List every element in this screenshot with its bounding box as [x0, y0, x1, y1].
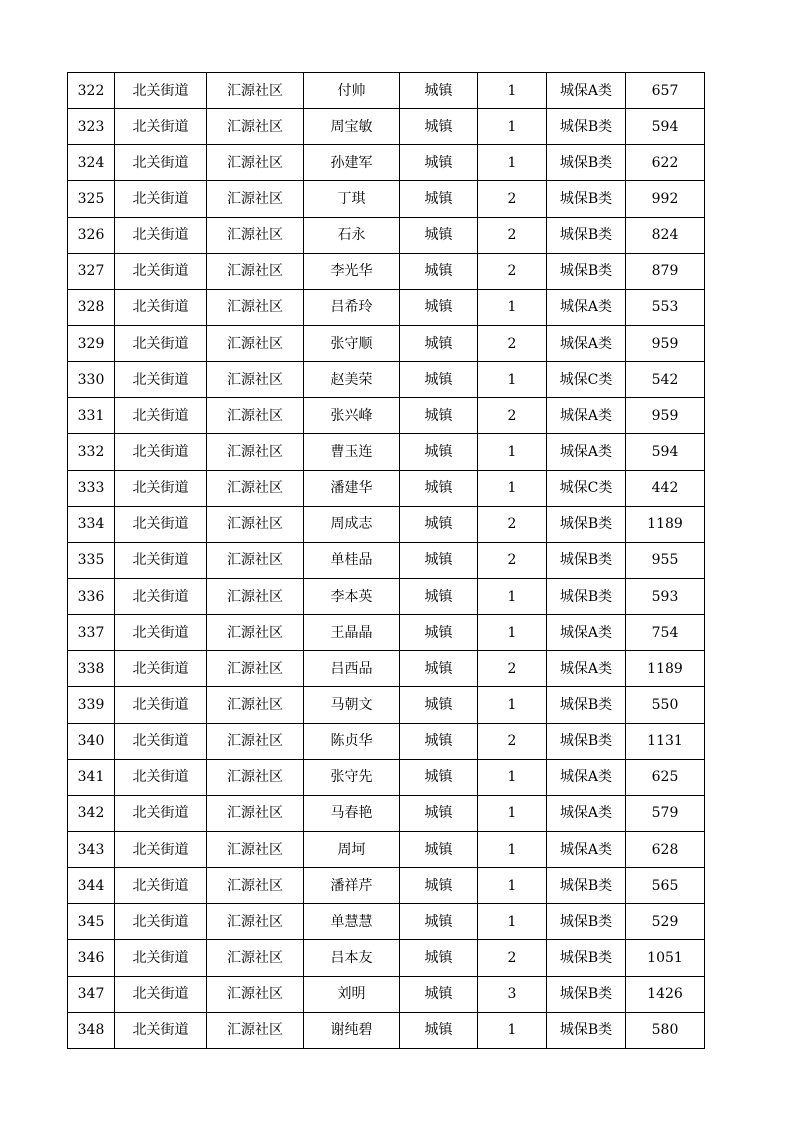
cell-household-size: 1: [478, 759, 547, 795]
cell-community: 汇源社区: [207, 109, 304, 145]
cell-amount: 565: [626, 868, 705, 904]
cell-category: 城保B类: [547, 217, 626, 253]
cell-community: 汇源社区: [207, 651, 304, 687]
table-row: [68, 795, 705, 831]
table-row: [68, 325, 705, 361]
cell-household-size: 1: [478, 289, 547, 325]
cell-household-size: 2: [478, 398, 547, 434]
cell-name: 吕希玲: [304, 289, 400, 325]
cell-community: 汇源社区: [207, 506, 304, 542]
cell-street: 北关街道: [115, 434, 207, 470]
cell-name: 周坷: [304, 831, 400, 867]
cell-name: 谢纯碧: [304, 1012, 400, 1048]
cell-amount: 754: [626, 615, 705, 651]
cell-area-type: 城镇: [400, 687, 478, 723]
cell-street: 北关街道: [115, 1012, 207, 1048]
cell-name: 张兴峰: [304, 398, 400, 434]
cell-amount: 550: [626, 687, 705, 723]
table-row: [68, 904, 705, 940]
cell-name: 张守顺: [304, 325, 400, 361]
cell-community: 汇源社区: [207, 217, 304, 253]
cell-category: 城保A类: [547, 651, 626, 687]
cell-area-type: 城镇: [400, 181, 478, 217]
cell-category: 城保B类: [547, 976, 626, 1012]
cell-household-size: 1: [478, 1012, 547, 1048]
cell-street: 北关街道: [115, 651, 207, 687]
cell-serial-number: 322: [68, 73, 115, 109]
cell-community: 汇源社区: [207, 615, 304, 651]
cell-serial-number: 344: [68, 868, 115, 904]
cell-serial-number: 340: [68, 723, 115, 759]
table-row: [68, 976, 705, 1012]
cell-area-type: 城镇: [400, 470, 478, 506]
cell-area-type: 城镇: [400, 940, 478, 976]
cell-name: 曹玉连: [304, 434, 400, 470]
cell-street: 北关街道: [115, 940, 207, 976]
cell-street: 北关街道: [115, 470, 207, 506]
cell-name: 吕本友: [304, 940, 400, 976]
cell-street: 北关街道: [115, 759, 207, 795]
cell-amount: 580: [626, 1012, 705, 1048]
cell-community: 汇源社区: [207, 289, 304, 325]
cell-street: 北关街道: [115, 723, 207, 759]
cell-area-type: 城镇: [400, 1012, 478, 1048]
cell-household-size: 1: [478, 831, 547, 867]
cell-community: 汇源社区: [207, 723, 304, 759]
cell-amount: 1131: [626, 723, 705, 759]
cell-category: 城保A类: [547, 289, 626, 325]
table-row: [68, 651, 705, 687]
cell-area-type: 城镇: [400, 398, 478, 434]
roster-table: [67, 72, 705, 1049]
cell-serial-number: 328: [68, 289, 115, 325]
table-row: [68, 289, 705, 325]
cell-street: 北关街道: [115, 506, 207, 542]
cell-serial-number: 335: [68, 542, 115, 578]
table-row: [68, 398, 705, 434]
cell-community: 汇源社区: [207, 181, 304, 217]
cell-amount: 992: [626, 181, 705, 217]
cell-category: 城保B类: [547, 868, 626, 904]
cell-amount: 1051: [626, 940, 705, 976]
cell-street: 北关街道: [115, 73, 207, 109]
cell-serial-number: 325: [68, 181, 115, 217]
cell-community: 汇源社区: [207, 362, 304, 398]
cell-household-size: 1: [478, 362, 547, 398]
cell-area-type: 城镇: [400, 217, 478, 253]
cell-name: 王晶晶: [304, 615, 400, 651]
cell-community: 汇源社区: [207, 1012, 304, 1048]
cell-serial-number: 332: [68, 434, 115, 470]
cell-street: 北关街道: [115, 831, 207, 867]
cell-serial-number: 330: [68, 362, 115, 398]
table-row: [68, 687, 705, 723]
cell-community: 汇源社区: [207, 687, 304, 723]
cell-household-size: 3: [478, 976, 547, 1012]
cell-household-size: 1: [478, 434, 547, 470]
cell-serial-number: 342: [68, 795, 115, 831]
cell-amount: 594: [626, 434, 705, 470]
cell-amount: 1189: [626, 506, 705, 542]
cell-amount: 824: [626, 217, 705, 253]
cell-community: 汇源社区: [207, 73, 304, 109]
cell-name: 周宝敏: [304, 109, 400, 145]
cell-serial-number: 347: [68, 976, 115, 1012]
cell-amount: 628: [626, 831, 705, 867]
cell-name: 潘建华: [304, 470, 400, 506]
cell-category: 城保B类: [547, 1012, 626, 1048]
cell-category: 城保C类: [547, 470, 626, 506]
cell-name: 陈贞华: [304, 723, 400, 759]
cell-serial-number: 338: [68, 651, 115, 687]
cell-area-type: 城镇: [400, 976, 478, 1012]
cell-community: 汇源社区: [207, 868, 304, 904]
cell-street: 北关街道: [115, 615, 207, 651]
table-row: [68, 759, 705, 795]
cell-amount: 622: [626, 145, 705, 181]
cell-serial-number: 345: [68, 904, 115, 940]
cell-area-type: 城镇: [400, 145, 478, 181]
cell-area-type: 城镇: [400, 578, 478, 614]
cell-household-size: 2: [478, 940, 547, 976]
cell-amount: 625: [626, 759, 705, 795]
cell-name: 张守先: [304, 759, 400, 795]
cell-area-type: 城镇: [400, 868, 478, 904]
cell-category: 城保C类: [547, 362, 626, 398]
cell-serial-number: 327: [68, 253, 115, 289]
cell-area-type: 城镇: [400, 362, 478, 398]
cell-category: 城保A类: [547, 795, 626, 831]
cell-household-size: 1: [478, 109, 547, 145]
cell-household-size: 1: [478, 470, 547, 506]
cell-category: 城保A类: [547, 398, 626, 434]
cell-amount: 959: [626, 325, 705, 361]
cell-amount: 442: [626, 470, 705, 506]
cell-serial-number: 331: [68, 398, 115, 434]
cell-street: 北关街道: [115, 217, 207, 253]
cell-name: 刘明: [304, 976, 400, 1012]
cell-household-size: 1: [478, 868, 547, 904]
cell-name: 李本英: [304, 578, 400, 614]
document-page: [67, 72, 705, 1049]
table-row: [68, 362, 705, 398]
cell-category: 城保B类: [547, 109, 626, 145]
cell-household-size: 1: [478, 687, 547, 723]
table-row: [68, 1012, 705, 1048]
cell-name: 李光华: [304, 253, 400, 289]
cell-community: 汇源社区: [207, 578, 304, 614]
cell-community: 汇源社区: [207, 325, 304, 361]
cell-serial-number: 336: [68, 578, 115, 614]
cell-category: 城保B类: [547, 940, 626, 976]
cell-area-type: 城镇: [400, 253, 478, 289]
cell-name: 周成志: [304, 506, 400, 542]
table-row: [68, 434, 705, 470]
cell-community: 汇源社区: [207, 470, 304, 506]
cell-street: 北关街道: [115, 362, 207, 398]
cell-amount: 594: [626, 109, 705, 145]
cell-community: 汇源社区: [207, 904, 304, 940]
cell-category: 城保B类: [547, 145, 626, 181]
cell-area-type: 城镇: [400, 289, 478, 325]
table-row: [68, 868, 705, 904]
cell-name: 赵美荣: [304, 362, 400, 398]
cell-area-type: 城镇: [400, 506, 478, 542]
table-row: [68, 253, 705, 289]
cell-category: 城保B类: [547, 181, 626, 217]
table-row: [68, 723, 705, 759]
table-row: [68, 940, 705, 976]
cell-serial-number: 337: [68, 615, 115, 651]
cell-category: 城保B类: [547, 253, 626, 289]
cell-area-type: 城镇: [400, 434, 478, 470]
cell-community: 汇源社区: [207, 940, 304, 976]
cell-serial-number: 329: [68, 325, 115, 361]
table-row: [68, 542, 705, 578]
cell-household-size: 2: [478, 181, 547, 217]
table-row: [68, 145, 705, 181]
cell-name: 马朝文: [304, 687, 400, 723]
cell-amount: 657: [626, 73, 705, 109]
table-row: [68, 181, 705, 217]
cell-serial-number: 333: [68, 470, 115, 506]
cell-household-size: 2: [478, 506, 547, 542]
cell-household-size: 2: [478, 542, 547, 578]
cell-community: 汇源社区: [207, 831, 304, 867]
cell-name: 马春艳: [304, 795, 400, 831]
cell-household-size: 2: [478, 253, 547, 289]
cell-street: 北关街道: [115, 687, 207, 723]
cell-community: 汇源社区: [207, 542, 304, 578]
cell-serial-number: 346: [68, 940, 115, 976]
cell-name: 潘祥芹: [304, 868, 400, 904]
cell-category: 城保B类: [547, 578, 626, 614]
cell-street: 北关街道: [115, 398, 207, 434]
cell-name: 石永: [304, 217, 400, 253]
cell-amount: 1189: [626, 651, 705, 687]
cell-street: 北关街道: [115, 868, 207, 904]
cell-household-size: 1: [478, 145, 547, 181]
cell-community: 汇源社区: [207, 759, 304, 795]
cell-category: 城保A类: [547, 73, 626, 109]
cell-community: 汇源社区: [207, 145, 304, 181]
cell-name: 付帅: [304, 73, 400, 109]
cell-amount: 1426: [626, 976, 705, 1012]
cell-community: 汇源社区: [207, 795, 304, 831]
cell-area-type: 城镇: [400, 795, 478, 831]
table-row: [68, 109, 705, 145]
cell-area-type: 城镇: [400, 904, 478, 940]
cell-name: 单慧慧: [304, 904, 400, 940]
cell-serial-number: 348: [68, 1012, 115, 1048]
table-row: [68, 831, 705, 867]
cell-area-type: 城镇: [400, 109, 478, 145]
cell-category: 城保A类: [547, 831, 626, 867]
cell-area-type: 城镇: [400, 542, 478, 578]
cell-amount: 553: [626, 289, 705, 325]
cell-area-type: 城镇: [400, 723, 478, 759]
cell-street: 北关街道: [115, 109, 207, 145]
cell-serial-number: 324: [68, 145, 115, 181]
cell-household-size: 2: [478, 651, 547, 687]
cell-street: 北关街道: [115, 976, 207, 1012]
cell-category: 城保B类: [547, 904, 626, 940]
table-row: [68, 578, 705, 614]
cell-household-size: 1: [478, 904, 547, 940]
cell-amount: 593: [626, 578, 705, 614]
cell-street: 北关街道: [115, 904, 207, 940]
cell-area-type: 城镇: [400, 759, 478, 795]
table-row: [68, 506, 705, 542]
cell-category: 城保A类: [547, 434, 626, 470]
cell-amount: 955: [626, 542, 705, 578]
cell-household-size: 1: [478, 615, 547, 651]
cell-amount: 959: [626, 398, 705, 434]
cell-name: 孙建军: [304, 145, 400, 181]
cell-household-size: 2: [478, 217, 547, 253]
cell-street: 北关街道: [115, 795, 207, 831]
cell-area-type: 城镇: [400, 325, 478, 361]
cell-household-size: 1: [478, 795, 547, 831]
cell-area-type: 城镇: [400, 831, 478, 867]
cell-serial-number: 341: [68, 759, 115, 795]
cell-category: 城保B类: [547, 542, 626, 578]
cell-household-size: 2: [478, 325, 547, 361]
cell-household-size: 1: [478, 578, 547, 614]
table-row: [68, 217, 705, 253]
cell-name: 丁琪: [304, 181, 400, 217]
cell-amount: 529: [626, 904, 705, 940]
cell-street: 北关街道: [115, 542, 207, 578]
cell-street: 北关街道: [115, 578, 207, 614]
cell-community: 汇源社区: [207, 398, 304, 434]
cell-name: 吕西品: [304, 651, 400, 687]
cell-category: 城保B类: [547, 723, 626, 759]
cell-community: 汇源社区: [207, 976, 304, 1012]
cell-name: 单桂品: [304, 542, 400, 578]
cell-household-size: 1: [478, 73, 547, 109]
cell-area-type: 城镇: [400, 73, 478, 109]
table-row: [68, 470, 705, 506]
table-row: [68, 615, 705, 651]
cell-street: 北关街道: [115, 253, 207, 289]
cell-category: 城保A类: [547, 325, 626, 361]
cell-household-size: 2: [478, 723, 547, 759]
cell-amount: 879: [626, 253, 705, 289]
cell-category: 城保A类: [547, 759, 626, 795]
cell-street: 北关街道: [115, 325, 207, 361]
cell-serial-number: 323: [68, 109, 115, 145]
cell-category: 城保B类: [547, 506, 626, 542]
cell-serial-number: 334: [68, 506, 115, 542]
cell-street: 北关街道: [115, 145, 207, 181]
cell-community: 汇源社区: [207, 253, 304, 289]
cell-serial-number: 339: [68, 687, 115, 723]
cell-amount: 579: [626, 795, 705, 831]
roster-body: [68, 73, 705, 1049]
table-row: [68, 73, 705, 109]
cell-category: 城保A类: [547, 615, 626, 651]
cell-category: 城保B类: [547, 687, 626, 723]
cell-serial-number: 343: [68, 831, 115, 867]
cell-amount: 542: [626, 362, 705, 398]
cell-street: 北关街道: [115, 181, 207, 217]
cell-street: 北关街道: [115, 289, 207, 325]
cell-serial-number: 326: [68, 217, 115, 253]
cell-community: 汇源社区: [207, 434, 304, 470]
cell-area-type: 城镇: [400, 615, 478, 651]
cell-area-type: 城镇: [400, 651, 478, 687]
